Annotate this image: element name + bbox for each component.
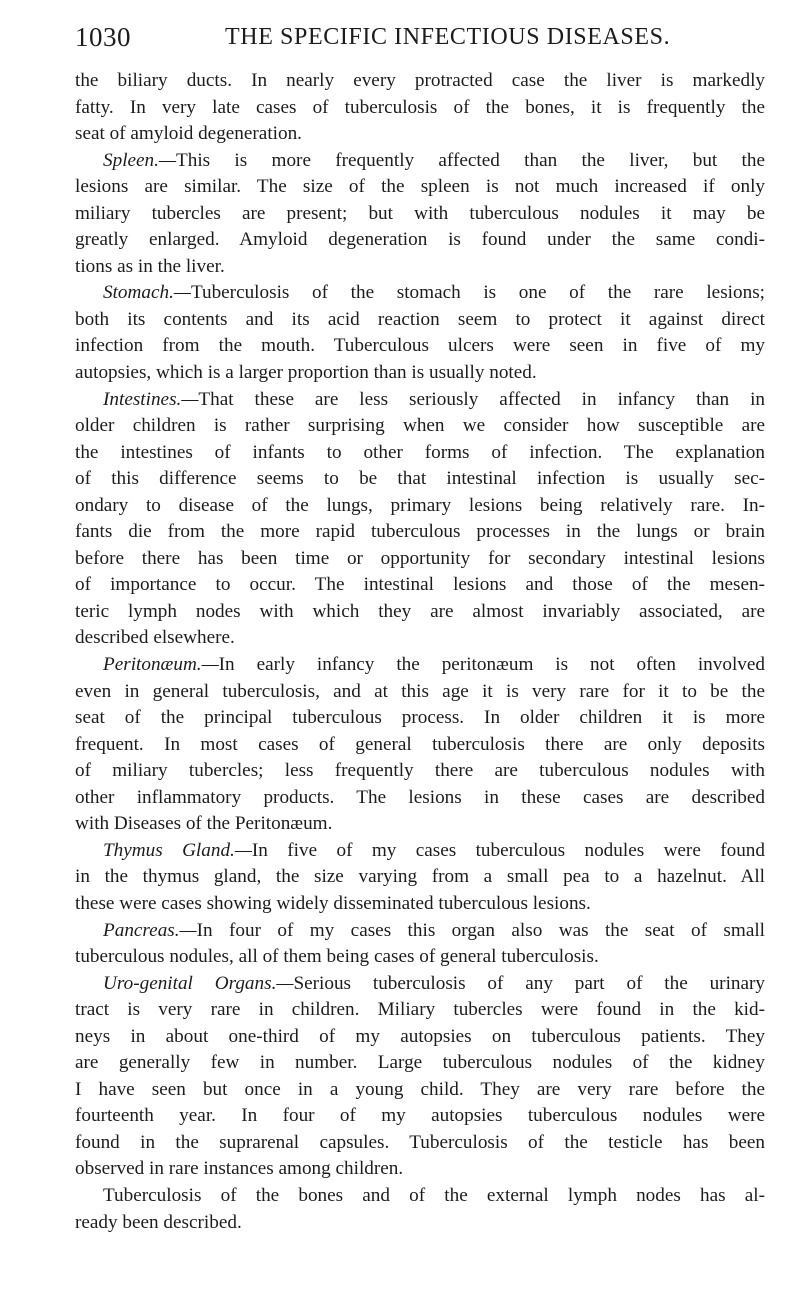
text-line: these were cases showing widely disseminated tuberculous lesions.	[75, 892, 591, 914]
section-heading-pancreas: Pancreas.—	[103, 919, 197, 941]
text-line: fants die from the more rapid tuberculous processes in the lungs or brain	[75, 521, 765, 543]
section-stomach-first-line	[75, 280, 765, 307]
text-line: seat of amyloid degeneration.	[75, 123, 302, 145]
running-title: THE SPECIFIC INFECTIOUS DISEASES.	[225, 24, 671, 50]
text-line: observed in rare instances among children.	[75, 1158, 404, 1180]
text-line: autopsies, which is a larger proportion than is usually noted.	[75, 362, 537, 384]
text-line: ondary to disease of the lungs, primary lesions being relatively rare. In-	[75, 494, 765, 516]
section-thymus-first-line	[75, 838, 765, 865]
text-line: of this difference seems to be that intestinal infection is usually sec-	[75, 468, 765, 490]
text-line: infection from the mouth. Tuberculous ulcers were seen in five of my	[75, 335, 765, 357]
text-line: in the thymus gland, the size varying from a small pea to a hazelnut. All	[75, 866, 765, 888]
section-pancreas-first-line	[75, 918, 765, 945]
text-line: tions as in the liver.	[75, 255, 225, 277]
text-line: of miliary tubercles; less frequently there are tuberculous nodules with	[75, 760, 765, 782]
text-line: with Diseases of the Peritonæum.	[75, 813, 333, 835]
text-span: This is more frequently affected than the liver, but the	[176, 149, 765, 171]
text-line: described elsewhere.	[75, 627, 235, 649]
text-line: teric lymph nodes with which they are almost invariably associated, are	[75, 600, 765, 622]
text-span: In early infancy the peritonæum is not often involved	[218, 654, 765, 676]
running-head	[75, 22, 765, 56]
text-span: Serious tuberculosis of any part of the urinary	[293, 972, 765, 994]
text-line: found in the suprarenal capsules. Tuberculosis of the testicle has been	[75, 1131, 765, 1153]
text-line: I have seen but once in a young child. They are very rare before the	[75, 1078, 765, 1100]
text-line: both its contents and its acid reaction seem to protect it against direct	[75, 308, 765, 330]
text-line: fatty. In very late cases of tuberculosis of the bones, it is frequently the	[75, 96, 765, 118]
text-line: lesions are similar. The size of the spleen is not much increased if only	[75, 176, 765, 198]
section-peritonaeum-first-line	[75, 652, 765, 679]
text-span: That these are less seriously affected in infancy than in	[198, 388, 765, 410]
text-line: ready been described.	[75, 1211, 242, 1233]
text-line: the biliary ducts. In nearly every protracted case the liver is markedly	[75, 70, 765, 91]
text-line: fourteenth year. In four of my autopsies tuberculous nodules were	[75, 1105, 765, 1127]
page-number: 1030	[75, 22, 131, 52]
section-uro-genital-first-line	[75, 971, 765, 998]
body-text	[75, 68, 765, 1236]
text-line: miliary tubercles are present; but with tuberculous nodules it may be	[75, 202, 765, 224]
text-line: other inflammatory products. The lesions in these cases are described	[75, 786, 765, 808]
text-line: even in general tuberculosis, and at this age it is very rare for it to be the	[75, 680, 765, 702]
text-line: of importance to occur. The intestinal lesions and those of the mesen-	[75, 574, 765, 596]
text-line: older children is rather surprising when we consider how susceptible are	[75, 415, 765, 437]
text-line: are generally few in number. Large tuberculous nodules of the kidney	[75, 1052, 765, 1074]
section-heading-intestines: Intestines.—	[103, 388, 199, 410]
section-spleen-first-line	[75, 148, 765, 175]
text-line: neys in about one-third of my autopsies on tuberculous patients. They	[75, 1025, 765, 1047]
text-line: frequent. In most cases of general tuberculosis there are only deposits	[75, 733, 765, 755]
section-heading-stomach: Stomach.—	[103, 282, 191, 304]
text-line: Tuberculosis of the bones and of the external lymph nodes has al-	[103, 1184, 765, 1206]
section-heading-uro-genital: Uro-genital Organs.—	[103, 972, 294, 994]
section-heading-peritonaeum: Peritonæum.—	[103, 654, 219, 676]
text-line: the intestines of infants to other forms of infection. The explanation	[75, 441, 765, 463]
text-line: tuberculous nodules, all of them being cases of general tuberculosis.	[75, 946, 599, 968]
text-line: before there has been time or opportunity for secondary intestinal lesions	[75, 547, 765, 569]
text-line: tract is very rare in children. Miliary tubercles were found in the kid-	[75, 999, 765, 1021]
text-line: seat of the principal tuberculous process. In older children it is more	[75, 707, 765, 729]
section-heading-spleen: Spleen.—	[103, 149, 177, 171]
section-intestines-first-line	[75, 387, 765, 414]
text-span: Tuberculosis of the stomach is one of the rare lesions;	[190, 282, 765, 304]
section-heading-thymus: Thymus Gland.—	[103, 839, 252, 861]
text-line: greatly enlarged. Amyloid degeneration is found under the same condi-	[75, 229, 765, 251]
text-span: In five of my cases tuberculous nodules were found	[251, 839, 765, 861]
text-span: In four of my cases this organ also was the seat of small	[196, 919, 765, 941]
